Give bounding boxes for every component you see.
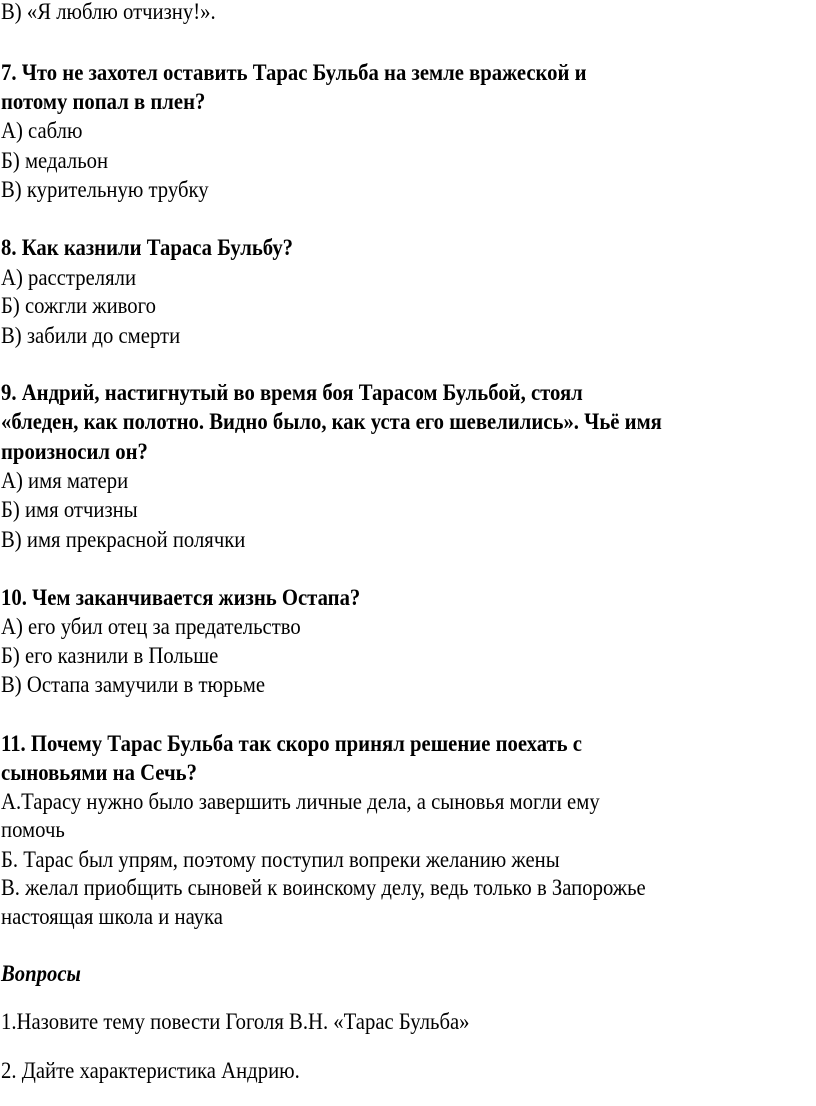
question-heading: «бледен, как полотно. Видно было, как уста его шевелились». Чьё имя: [1, 409, 662, 434]
answer-option: В) «Я люблю отчизну!».: [1, 0, 216, 24]
answer-option: В) забили до смерти: [1, 323, 181, 348]
question-heading: произносил он?: [1, 439, 148, 464]
answer-option: Б) медальон: [1, 148, 109, 173]
question-heading: сыновьями на Сечь?: [1, 760, 197, 785]
answer-option: В. желал приобщить сыновей к воинскому делу, ведь только в Запорожье: [1, 875, 646, 900]
answer-option: В) курительную трубку: [1, 177, 209, 202]
answer-option: А) его убил отец за предательство: [1, 614, 301, 639]
answer-option: В) имя прекрасной полячки: [1, 527, 246, 552]
answer-option: А) саблю: [1, 118, 83, 143]
answer-option: А) имя матери: [1, 468, 129, 493]
answer-option: Б) имя отчизны: [1, 497, 138, 522]
answer-option: настоящая школа и наука: [1, 904, 223, 929]
answer-option: В) Остапа замучили в тюрьме: [1, 672, 266, 697]
answer-option: Б) его казнили в Польше: [1, 643, 219, 668]
question-heading: 9. Андрий, настигнутый во время боя Тарасом Бульбой, стоял: [1, 380, 583, 405]
answer-option: Б) сожгли живого: [1, 293, 156, 318]
answer-option: А.Тарасу нужно было завершить личные дела, а сыновья могли ему: [1, 789, 600, 814]
question-heading: 10. Чем заканчивается жизнь Остапа?: [1, 585, 361, 610]
question-heading: потому попал в плен?: [1, 89, 206, 114]
question-heading: 11. Почему Тарас Бульба так скоро принял решение поехать с: [1, 731, 583, 756]
answer-option: А) расстреляли: [1, 265, 137, 290]
open-question: 1.Назовите тему повести Гоголя В.Н. «Тарас Бульба»: [1, 1009, 470, 1034]
question-heading: 8. Как казнили Тараса Бульбу?: [1, 235, 294, 260]
section-heading: Вопросы: [1, 961, 81, 986]
answer-option: помочь: [1, 817, 65, 842]
open-question: 2. Дайте характеристика Андрию.: [1, 1058, 300, 1083]
answer-option: Б. Тарас был упрям, поэтому поступил вопреки желанию жены: [1, 847, 560, 872]
question-heading: 7. Что не захотел оставить Тарас Бульба на земле вражеской и: [1, 60, 587, 85]
